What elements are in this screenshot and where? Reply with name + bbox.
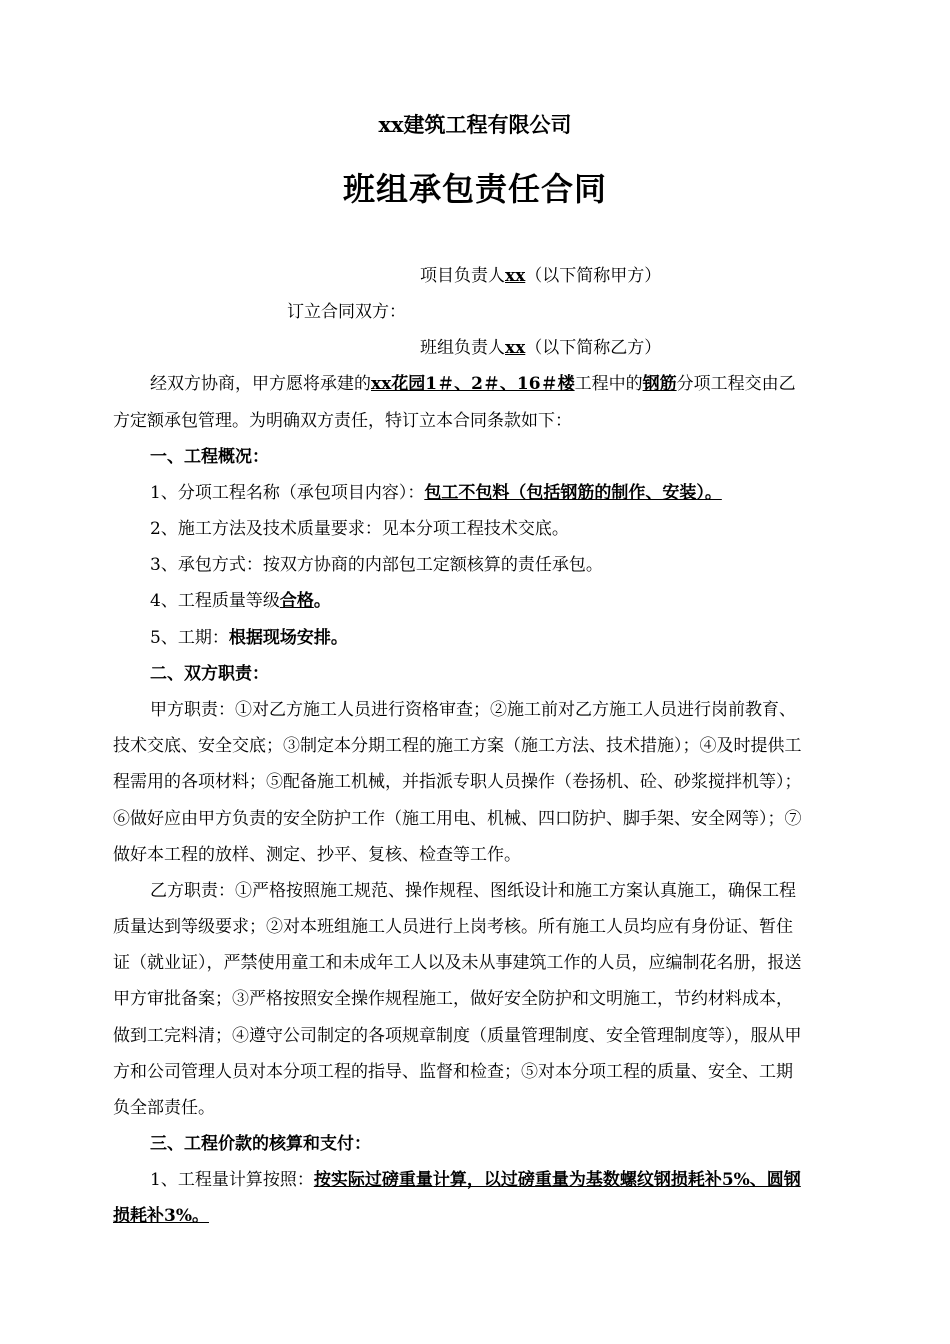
section3-heading: 三、工程价款的核算和支付： <box>150 1134 371 1154</box>
party-a-duty-line: 程需用的各项材料；⑤配备施工机械，并指派专职人员操作（卷扬机、砼、砂浆搅拌机等）； <box>113 772 802 792</box>
party-a-duty-line: 技术交底、安全交底；③制定本分期工程的施工方案（施工方法、技术措施）；④及时提供工 <box>113 736 802 756</box>
parties-label: 订立合同双方： <box>287 302 406 322</box>
party-a-name: xx <box>505 266 526 286</box>
party-b-name: xx <box>505 338 526 358</box>
item4-value: 合格 <box>279 591 314 611</box>
section1-item5 <box>150 620 348 656</box>
section3-item1-label: 1、工程量计算按照： <box>150 1170 314 1190</box>
company-name: xx建筑工程有限公司 <box>378 112 572 137</box>
party-a-duty-line: ⑥做好应由甲方负责的安全防护工作（施工用电、机械、四口防护、脚手架、安全网等）；⑦ <box>113 809 802 829</box>
section2-heading: 二、双方职责： <box>150 664 269 684</box>
party-b-duty-line: 乙方职责：①严格按照施工规范、操作规程、图纸设计和施工方案认真施工，确保工程 <box>150 881 796 901</box>
party-b-duty-line: 方和公司管理人员对本分项工程的指导、监督和检查；⑤对本分项工程的质量、安全、工期 <box>113 1062 793 1082</box>
section1-item4 <box>150 583 331 619</box>
item4-end: 。 <box>313 591 331 611</box>
section1-item2: 2、施工方法及技术质量要求：见本分项工程技术交底。 <box>150 519 569 539</box>
intro-text-3: 分项工程交由乙 <box>676 374 796 394</box>
section3-item1-value: 按实际过磅重量计算，以过磅重量为基数螺纹钢损耗补5%、圆钢 <box>313 1170 801 1190</box>
party-a-duty-line: 甲方职责：①对乙方施工人员进行资格审查；②施工前对乙方施工人员进行岗前教育、 <box>150 700 796 720</box>
item1-label: 1、分项工程名称（承包项目内容）： <box>150 483 425 503</box>
work-item: 钢筋 <box>642 374 677 394</box>
party-b-prefix: 班组负责人 <box>420 338 505 358</box>
item4-label: 4、工程质量等级 <box>150 591 280 611</box>
party-b-line <box>420 330 661 366</box>
party-b-duty-line: 负全部责任。 <box>113 1098 215 1118</box>
contract-title: 班组承包责任合同 <box>342 170 607 208</box>
section1-item3: 3、承包方式：按双方协商的内部包工定额核算的责任承包。 <box>150 555 603 575</box>
party-a-suffix: （以下简称甲方） <box>525 266 662 286</box>
party-a-duty-line: 做好本工程的放样、测定、抄平、复核、检查等工作。 <box>113 845 521 865</box>
party-a-line <box>420 258 661 294</box>
party-b-duty-line: 做到工完料清；④遵守公司制定的各项规章制度（质量管理制度、安全管理制度等），服从甲 <box>113 1026 802 1046</box>
party-b-duty-line: 甲方审批备案；③严格按照安全操作规程施工，做好安全防护和文明施工，节约材料成本， <box>113 989 793 1009</box>
intro-line-2: 方定额承包管理。为明确双方责任，特订立本合同条款如下： <box>113 411 572 431</box>
item5-label: 5、工期： <box>150 628 229 648</box>
item5-value: 根据现场安排。 <box>228 628 348 648</box>
intro-text-2: 工程中的 <box>574 374 643 394</box>
project-name: xx花园1＃、2＃、16＃楼 <box>371 374 575 394</box>
section3-item1-line1 <box>150 1162 801 1198</box>
party-a-prefix: 项目负责人 <box>420 266 505 286</box>
section1-heading: 一、工程概况： <box>150 447 269 467</box>
party-b-duty-line: 质量达到等级要求；②对本班组施工人员进行上岗考核。所有施工人员均应有身份证、暂住 <box>113 917 793 937</box>
section1-item1 <box>150 475 722 511</box>
intro-text-1: 经双方协商，甲方愿将承建的 <box>150 374 371 394</box>
party-b-duty-line: 证（就业证），严禁使用童工和未成年工人以及未从事建筑工作的人员，应编制花名册，报送 <box>113 953 802 973</box>
item1-value: 包工不包料（包括钢筋的制作、安装）。 <box>424 483 722 503</box>
section3-item1-line2: 损耗补3%。 <box>113 1206 209 1226</box>
intro-line-1 <box>150 366 796 402</box>
party-b-suffix: （以下简称乙方） <box>525 338 662 358</box>
